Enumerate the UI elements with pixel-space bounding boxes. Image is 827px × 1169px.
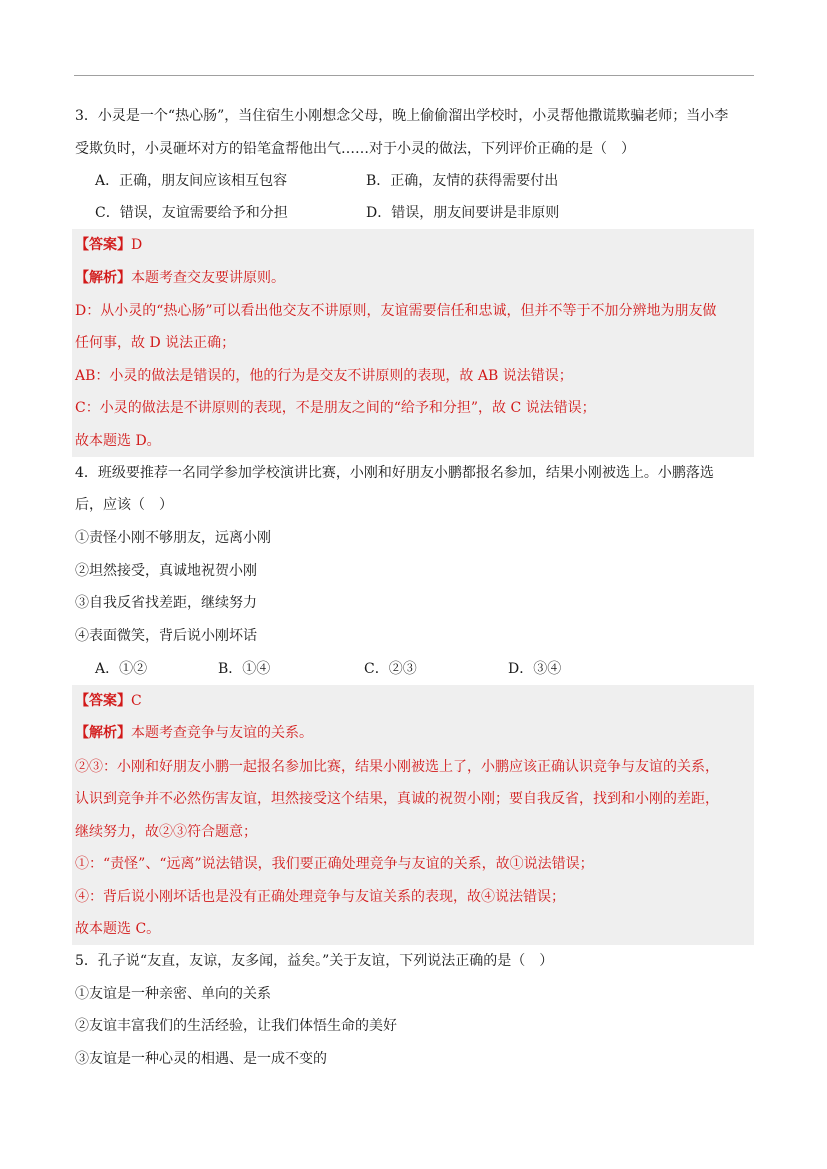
q5-item-3: ③友谊是一种心灵的相遇、是一成不变的	[75, 1051, 327, 1067]
q3-option-c: C．错误，友谊需要给予和分担	[95, 205, 288, 221]
q4-option-c: C．②③	[364, 661, 417, 677]
q4-analysis-intro: 本题考查竞争与友谊的关系。	[131, 725, 313, 741]
q3-stem-line-2: 受欺负时，小灵砸坏对方的铅笔盒帮他出气……对于小灵的做法，下列评价正确的是（ ）	[75, 141, 635, 157]
q4-analysis-line-6: 故本题选 C。	[75, 921, 161, 937]
q3-analysis-intro: 本题考查交友要讲原则。	[131, 270, 285, 286]
q4-option-d: D．③④	[508, 661, 562, 677]
q3-analysis-line-1: D：从小灵的“热心肠”可以看出他交友不讲原则，友谊需要信任和忠诚，但并不等于不加分辨地为朋友做	[75, 303, 717, 319]
q3-stem-line-1: 3．小灵是一个“热心肠”，当住宿生小刚想念父母，晚上偷偷溜出学校时，小灵帮他撒谎欺骗老师；当小李	[75, 108, 729, 124]
q4-analysis-line-2: 认识到竞争并不必然伤害友谊，坦然接受这个结果，真诚的祝贺小刚；要自我反省，找到和小刚的差距，	[75, 791, 719, 807]
q5-stem-line-1: 5．孔子说“友直，友谅，友多闻，益矣。”关于友谊，下列说法正确的是（ ）	[75, 953, 554, 969]
q4-analysis-tag: 【解析】	[75, 725, 131, 741]
q3-analysis-line-4: C：小灵的做法是不讲原则的表现，不是朋友之间的“给予和分担”，故 C 说法错误；	[75, 400, 596, 416]
q4-item-2: ②坦然接受，真诚地祝贺小刚	[75, 563, 257, 579]
q3-analysis-title	[75, 268, 285, 288]
q4-answer-value: C	[131, 693, 142, 709]
q4-analysis-title	[75, 723, 313, 743]
q3-analysis-line-2: 任何事，故 D 说法正确；	[75, 335, 236, 351]
q3-answer-value: D	[131, 237, 143, 253]
q3-answer	[75, 235, 142, 255]
q4-stem-line-2: 后，应该（ ）	[75, 497, 173, 513]
q4-option-a: A．①②	[95, 661, 148, 677]
q5-item-2: ②友谊丰富我们的生活经验，让我们体悟生命的美好	[75, 1018, 397, 1034]
q3-answer-tag: 【答案】	[75, 237, 131, 253]
q4-analysis-line-1: ②③：小刚和好朋友小鹏一起报名参加比赛，结果小刚被选上了，小鹏应该正确认识竞争与友谊的关系，	[75, 759, 719, 775]
q4-answer-tag: 【答案】	[75, 693, 131, 709]
q4-option-b: B．①④	[218, 661, 271, 677]
q4-item-4: ④表面微笑，背后说小刚坏话	[75, 628, 257, 644]
q3-analysis-tag: 【解析】	[75, 270, 131, 286]
q5-item-1: ①友谊是一种亲密、单向的关系	[75, 986, 271, 1002]
header-rule	[74, 75, 754, 76]
q3-option-a: A．正确，朋友间应该相互包容	[95, 173, 288, 189]
q3-option-b: B．正确，友情的获得需要付出	[366, 173, 559, 189]
q4-answer	[75, 691, 142, 711]
q4-stem-line-1: 4．班级要推荐一名同学参加学校演讲比赛，小刚和好朋友小鹏都报名参加，结果小刚被选上。小鹏落选	[75, 465, 714, 481]
q4-analysis-line-4: ①：“责怪”、“远离”说法错误，我们要正确处理竞争与友谊的关系，故①说法错误；	[75, 856, 594, 872]
q4-analysis-line-5: ④：背后说小刚坏话也是没有正确处理竞争与友谊关系的表现，故④说法错误；	[75, 889, 565, 905]
q4-item-3: ③自我反省找差距，继续努力	[75, 595, 257, 611]
q4-item-1: ①责怪小刚不够朋友，远离小刚	[75, 530, 271, 546]
q4-analysis-line-3: 继续努力，故②③符合题意；	[75, 824, 257, 840]
q3-analysis-line-5: 故本题选 D。	[75, 433, 161, 449]
q3-analysis-line-3: AB：小灵的做法是错误的，他的行为是交友不讲原则的表现，故 AB 说法错误；	[75, 368, 573, 384]
q3-option-d: D．错误，朋友间要讲是非原则	[366, 205, 560, 221]
